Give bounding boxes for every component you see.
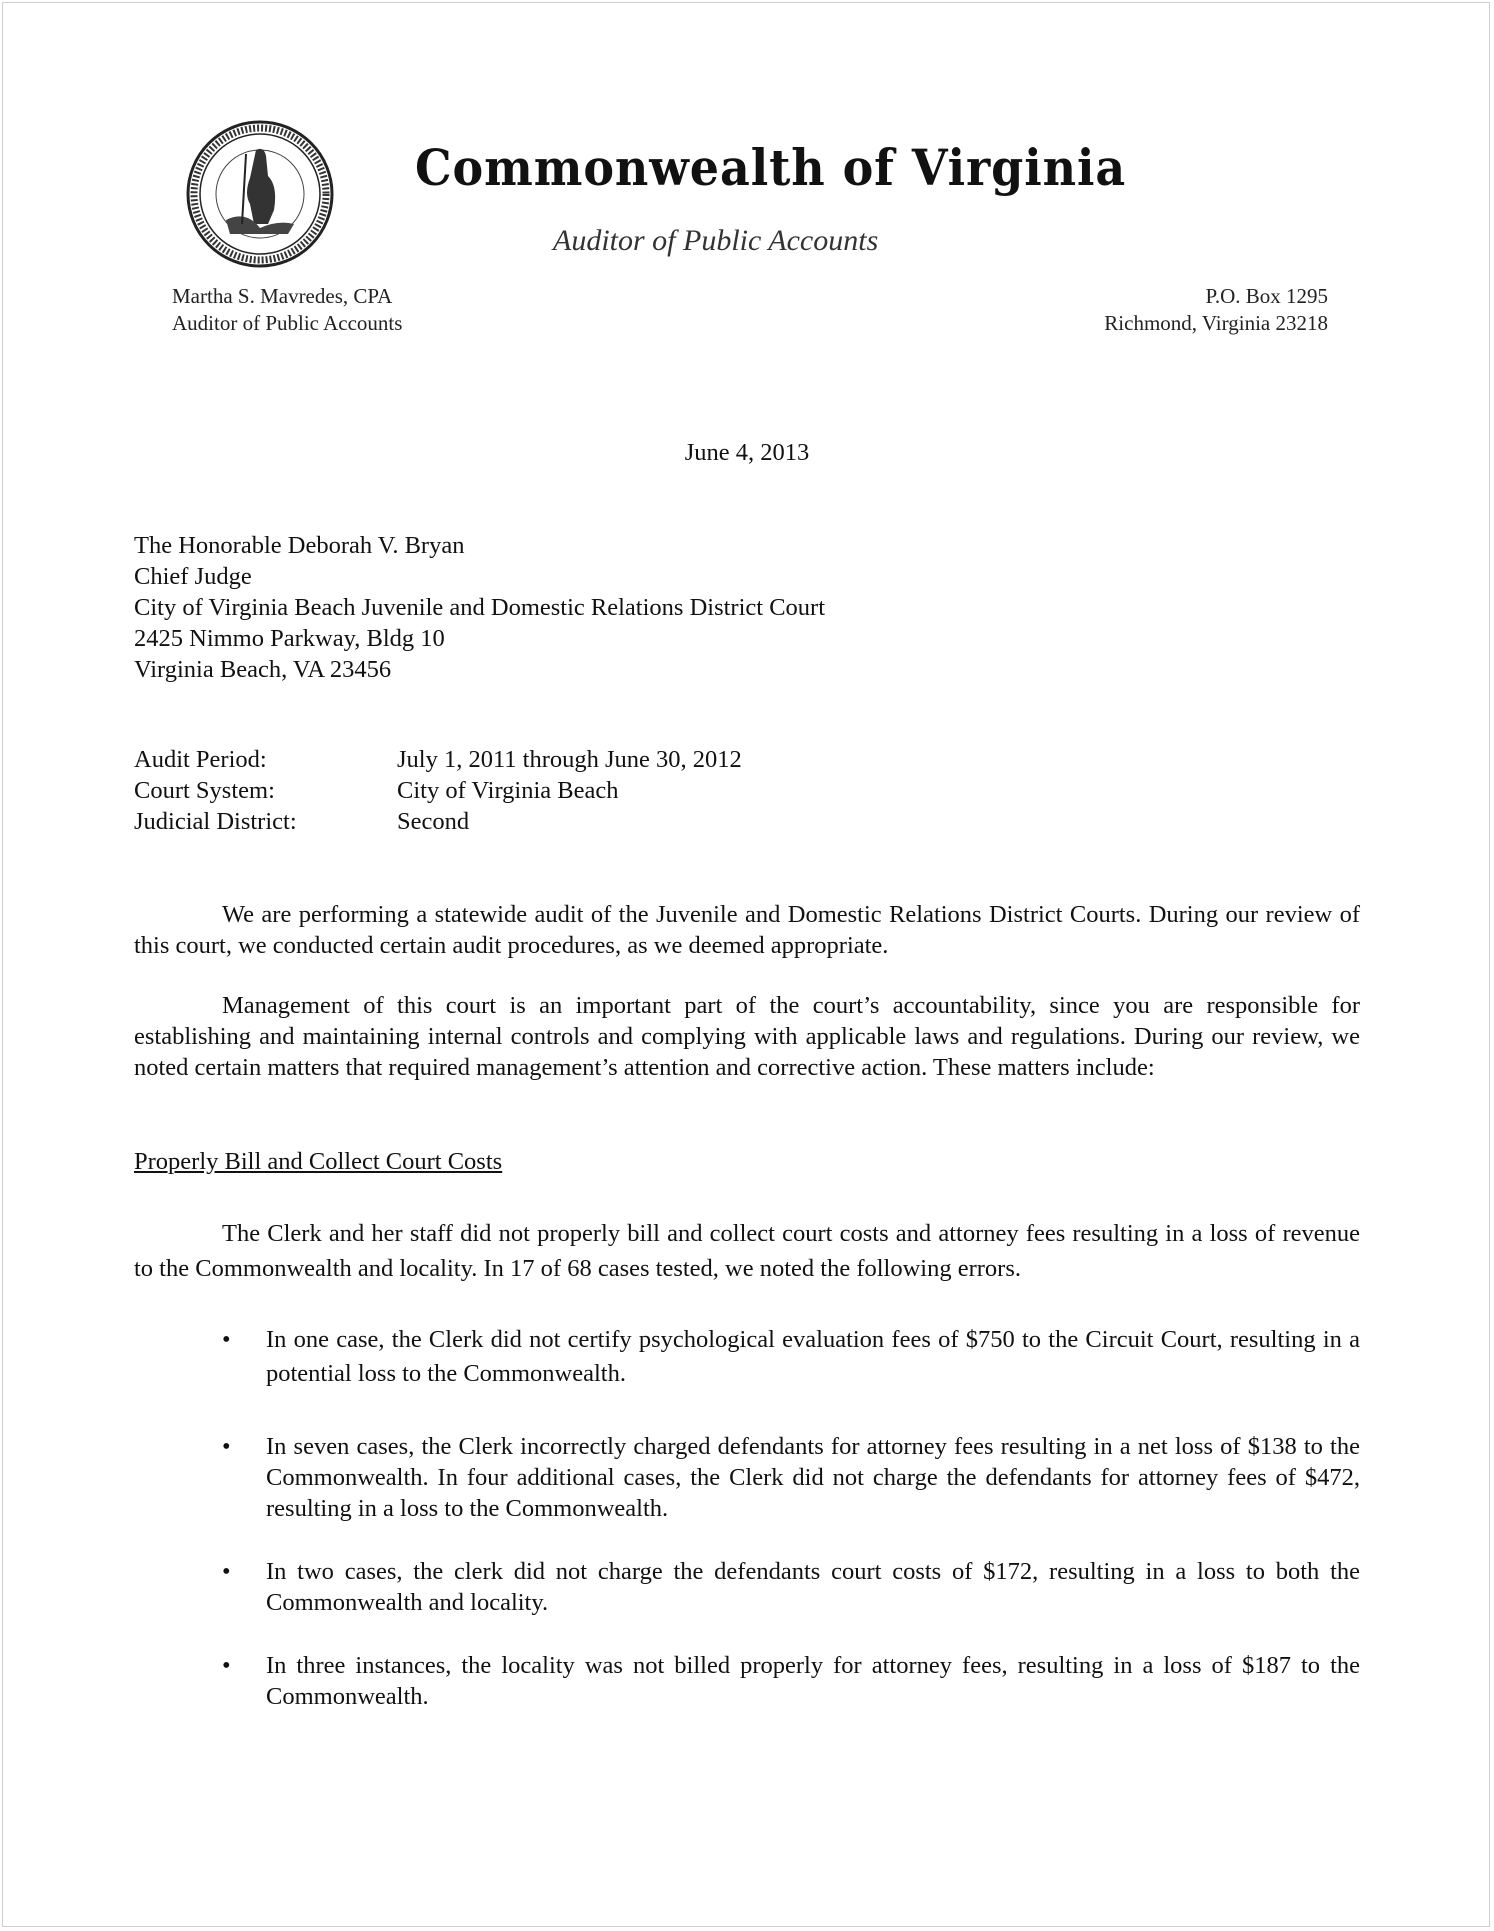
recipient-line: City of Virginia Beach Juvenile and Domestic Relations District Court	[134, 594, 826, 621]
letterhead-title: Commonwealth of Virginia	[415, 138, 1127, 197]
bullet-icon: •	[222, 1433, 231, 1460]
auditor-title: Auditor of Public Accounts	[172, 311, 403, 335]
auditor-name: Martha S. Mavredes, CPA	[172, 284, 393, 308]
recipient-line: Virginia Beach, VA 23456	[134, 656, 392, 683]
audit-info	[134, 744, 1360, 837]
letterhead-subtitle: Auditor of Public Accounts	[553, 224, 879, 257]
recipient-line: The Honorable Deborah V. Bryan	[134, 532, 465, 559]
bullet-text: In one case, the Clerk did not certify psychological evaluation fees of $750 to the Circuit Court, resulting in a potential loss to the Commonwealth.	[266, 1326, 1360, 1387]
paragraph-management: Management of this court is an important part of the court’s accountability, since you are responsible for establishing and maintaining internal controls and complying with applicable laws and regulations. During our review, we noted certain matters that required management’s attention and corrective action. These matters include:	[134, 992, 1360, 1081]
court-system-row	[134, 775, 1360, 806]
po-box: P.O. Box 1295	[1205, 284, 1328, 308]
bullet-text: In three instances, the locality was not billed properly for attorney fees, resulting in a loss of $187 to the Commonwealth.	[266, 1652, 1360, 1710]
judicial-district-row	[134, 806, 1360, 837]
recipient-line: 2425 Nimmo Parkway, Bldg 10	[134, 625, 445, 652]
audit-period-row	[134, 744, 1360, 775]
recipient-line: Chief Judge	[134, 563, 252, 590]
bullet-icon: •	[222, 1558, 231, 1585]
bullet-text: In two cases, the clerk did not charge the defendants court costs of $172, resulting in a loss to both the Commonwealth and locality.	[266, 1558, 1360, 1616]
mailing-address	[1104, 283, 1328, 337]
city-state-zip: Richmond, Virginia 23218	[1104, 311, 1328, 335]
letter-date: June 4, 2013	[684, 439, 810, 466]
auditor-info	[172, 283, 402, 337]
list-item	[222, 1650, 1360, 1712]
bullet-icon: •	[222, 1652, 231, 1679]
bullet-text: In seven cases, the Clerk incorrectly charged defendants for attorney fees resulting in a net loss of $138 to the Commonwealth. In four additional cases, the Clerk did not charge the defendants for attorney fees of $472, resulting in a loss to the Commonwealth.	[266, 1433, 1360, 1522]
label: Judicial District:	[134, 808, 297, 835]
list-item	[222, 1431, 1360, 1524]
value: Second	[397, 808, 470, 835]
list-item	[222, 1556, 1360, 1618]
virginia-seal-icon	[186, 120, 334, 268]
value: July 1, 2011 through June 30, 2012	[397, 746, 742, 773]
section-paragraph: The Clerk and her staff did not properly bill and collect court costs and attorney fees resulting in a loss of revenue to the Commonwealth and locality. In 17 of 68 cases tested, we noted the following errors.	[134, 1220, 1360, 1282]
recipient-address	[134, 530, 1360, 685]
label: Audit Period:	[134, 746, 267, 773]
label: Court System:	[134, 777, 275, 804]
section-heading: Properly Bill and Collect Court Costs	[134, 1148, 503, 1175]
value: City of Virginia Beach	[397, 777, 619, 804]
bullet-icon: •	[222, 1326, 231, 1353]
list-item	[222, 1323, 1360, 1391]
paragraph-intro: We are performing a statewide audit of the Juvenile and Domestic Relations District Courts. During our review of this court, we conducted certain audit procedures, as we deemed appropriate.	[134, 901, 1360, 959]
